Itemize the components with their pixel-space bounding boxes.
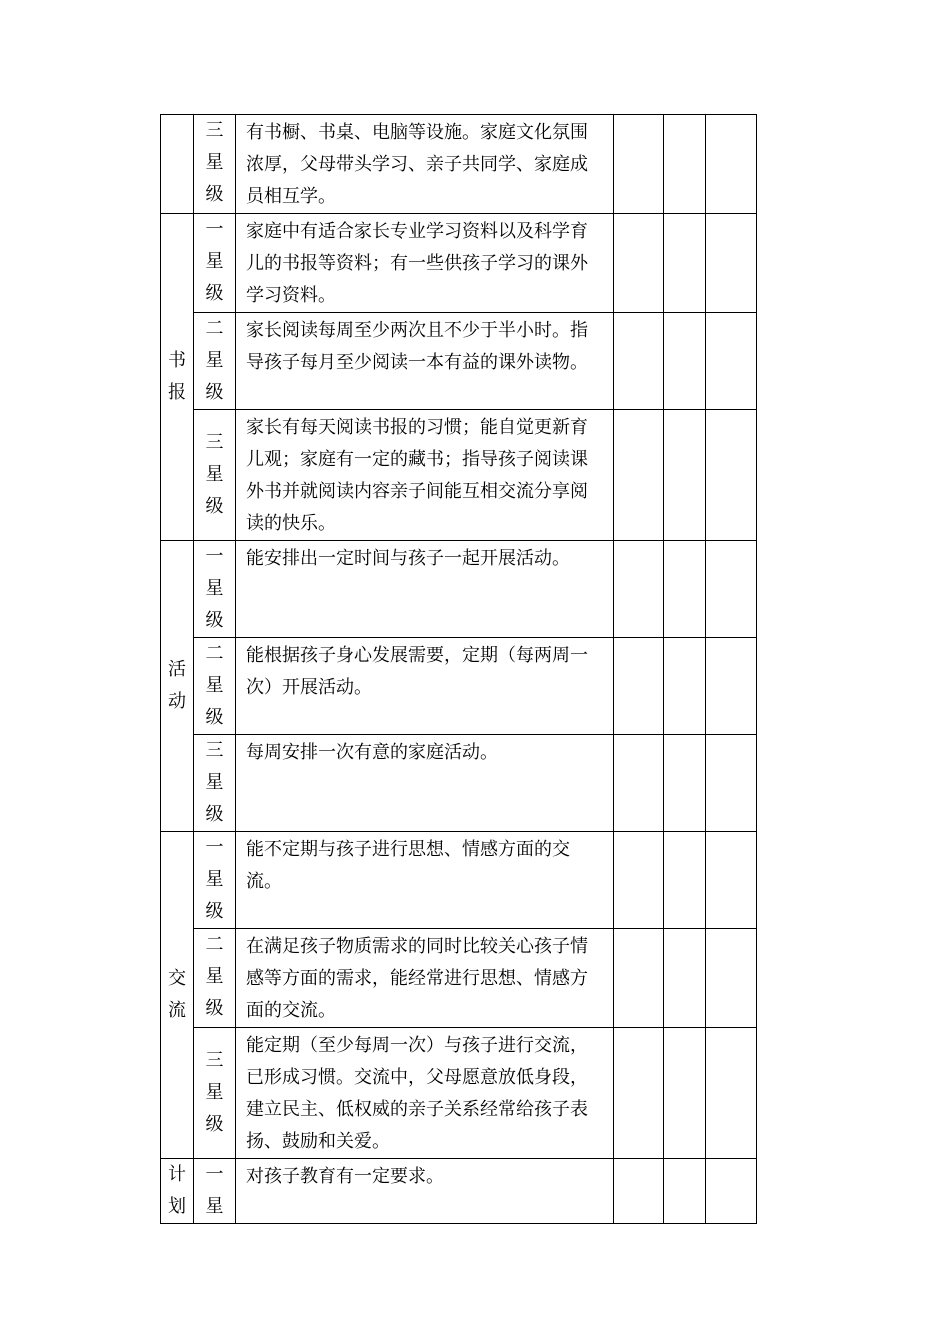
table-row <box>161 214 757 313</box>
category-cell-huodong: 活 动 <box>161 541 194 832</box>
description-cell: 能根据孩子身心发展需要，定期（每两周一次）开展活动。 <box>236 638 614 735</box>
score-cell <box>664 410 706 541</box>
score-cell <box>706 410 757 541</box>
score-cell <box>664 313 706 410</box>
category-cell-empty <box>161 115 194 214</box>
description-cell: 能不定期与孩子进行思想、情感方面的交流。 <box>236 832 614 929</box>
category-cell-jiaoliu: 交 流 <box>161 832 194 1159</box>
table-row <box>161 1028 757 1159</box>
table-row <box>161 1159 757 1224</box>
score-cell <box>614 115 664 214</box>
score-cell <box>614 1028 664 1159</box>
description-cell: 能安排出一定时间与孩子一起开展活动。 <box>236 541 614 638</box>
table-row <box>161 735 757 832</box>
score-cell <box>706 541 757 638</box>
score-cell <box>706 1028 757 1159</box>
table-row <box>161 313 757 410</box>
score-cell <box>664 1028 706 1159</box>
level-cell: 二 星 级 <box>194 638 236 735</box>
description-cell: 家庭中有适合家长专业学习资料以及科学育儿的书报等资料；有一些供孩子学习的课外学习资料。 <box>236 214 614 313</box>
score-cell <box>706 1159 757 1224</box>
score-cell <box>664 214 706 313</box>
description-cell: 有书橱、书桌、电脑等设施。家庭文化氛围浓厚，父母带头学习、亲子共同学、家庭成员相互学。 <box>236 115 614 214</box>
score-cell <box>614 541 664 638</box>
score-cell <box>706 735 757 832</box>
evaluation-table <box>160 114 757 1224</box>
score-cell <box>706 929 757 1028</box>
score-cell <box>664 541 706 638</box>
score-cell <box>706 313 757 410</box>
level-cell: 三 星 级 <box>194 115 236 214</box>
description-cell: 能定期（至少每周一次）与孩子进行交流，已形成习惯。交流中，父母愿意放低身段，建立民主、低权威的亲子关系经常给孩子表扬、鼓励和关爱。 <box>236 1028 614 1159</box>
score-cell <box>664 929 706 1028</box>
score-cell <box>706 214 757 313</box>
score-cell <box>664 832 706 929</box>
score-cell <box>706 832 757 929</box>
level-cell: 三 星 级 <box>194 735 236 832</box>
table-row <box>161 929 757 1028</box>
score-cell <box>614 735 664 832</box>
level-cell: 二 星 级 <box>194 929 236 1028</box>
score-cell <box>706 638 757 735</box>
category-cell-jihua: 计 划 <box>161 1159 194 1224</box>
score-cell <box>614 929 664 1028</box>
score-cell <box>614 313 664 410</box>
level-cell: 二 星 级 <box>194 313 236 410</box>
level-cell: 三 星 级 <box>194 410 236 541</box>
description-cell: 在满足孩子物质需求的同时比较关心孩子情感等方面的需求，能经常进行思想、情感方面的交流。 <box>236 929 614 1028</box>
description-cell: 每周安排一次有意的家庭活动。 <box>236 735 614 832</box>
score-cell <box>614 410 664 541</box>
table-row <box>161 410 757 541</box>
score-cell <box>706 115 757 214</box>
score-cell <box>664 115 706 214</box>
description-cell: 家长阅读每周至少两次且不少于半小时。指导孩子每月至少阅读一本有益的课外读物。 <box>236 313 614 410</box>
description-cell: 对孩子教育有一定要求。 <box>236 1159 614 1224</box>
table-row <box>161 541 757 638</box>
score-cell <box>664 735 706 832</box>
level-cell: 三 星 级 <box>194 1028 236 1159</box>
score-cell <box>614 638 664 735</box>
level-cell: 一 星 级 <box>194 541 236 638</box>
level-cell: 一 星 级 <box>194 214 236 313</box>
score-cell <box>614 1159 664 1224</box>
score-cell <box>664 1159 706 1224</box>
score-cell <box>614 214 664 313</box>
level-cell: 一 星 级 <box>194 832 236 929</box>
level-cell: 一 星 <box>194 1159 236 1224</box>
score-cell <box>614 832 664 929</box>
table-row <box>161 832 757 929</box>
description-cell: 家长有每天阅读书报的习惯；能自觉更新育儿观；家庭有一定的藏书；指导孩子阅读课外书并就阅读内容亲子间能互相交流分享阅读的快乐。 <box>236 410 614 541</box>
table-row <box>161 638 757 735</box>
category-cell-shubao: 书 报 <box>161 214 194 541</box>
score-cell <box>664 638 706 735</box>
table-row <box>161 115 757 214</box>
